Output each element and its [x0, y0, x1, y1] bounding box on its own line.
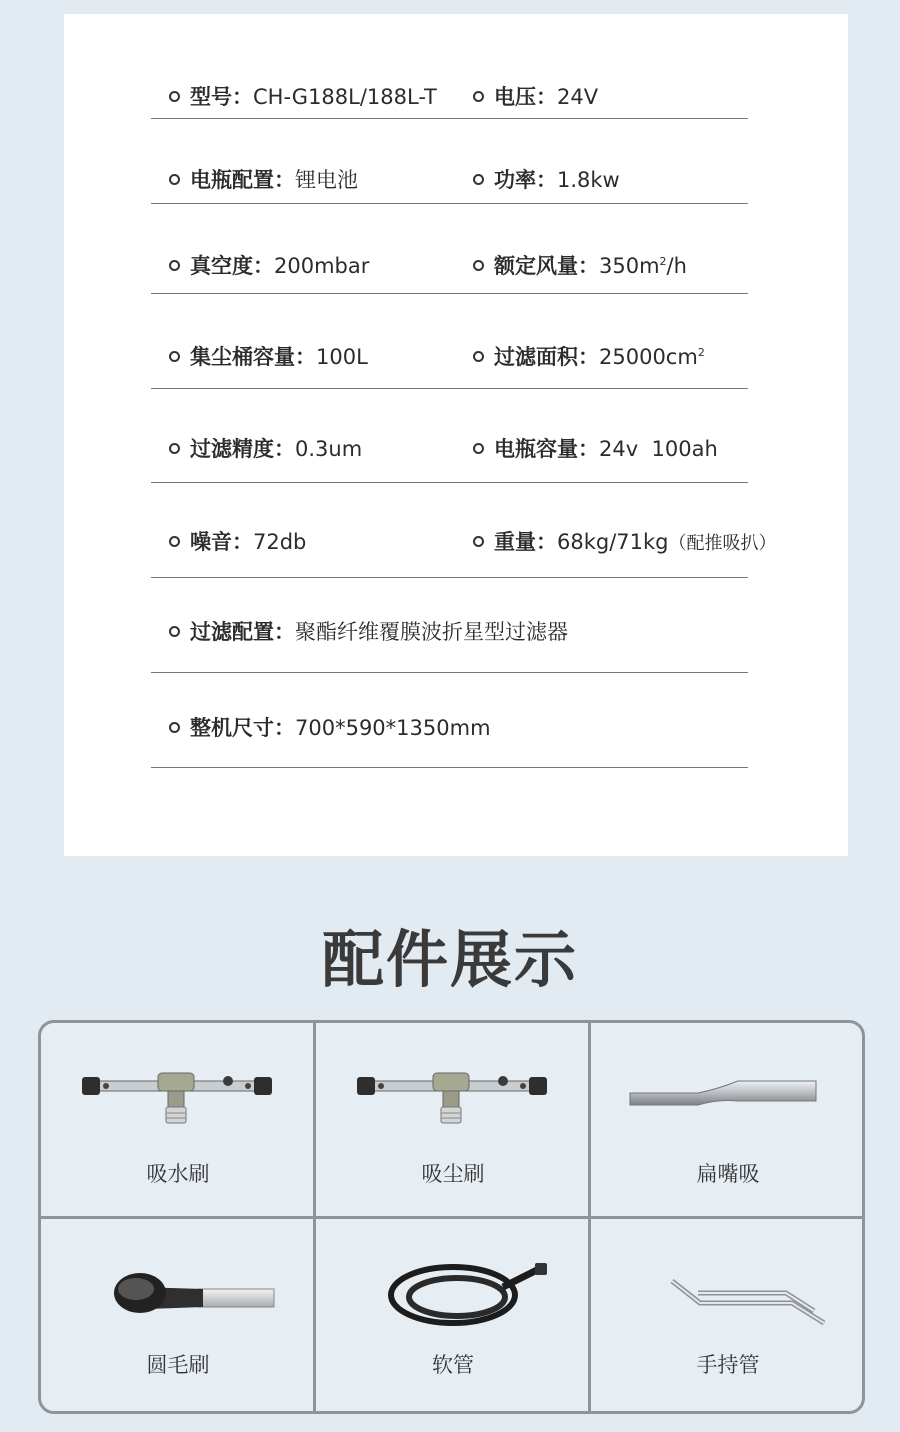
- spec-battery: 电瓶配置：锂电池: [169, 167, 358, 193]
- bullet-icon: [169, 174, 180, 185]
- accessory-label: 扁嘴吸: [696, 1162, 760, 1186]
- spec-filter-config: 过滤配置：聚酯纤维覆膜波折星型过滤器: [169, 619, 568, 645]
- spec-row: [151, 253, 748, 294]
- hose-icon: [353, 1257, 553, 1337]
- bullet-icon: [169, 626, 180, 637]
- bullet-icon: [169, 91, 180, 102]
- accessories-title: 配件展示: [321, 923, 578, 996]
- spec-row: [151, 529, 777, 578]
- bullet-icon: [473, 536, 484, 547]
- squeegee-brush-icon: [78, 1063, 278, 1133]
- bullet-icon: [473, 174, 484, 185]
- spec-airflow: 额定风量：$350m^2/h$: [473, 253, 687, 279]
- accessory-item: [41, 1219, 315, 1412]
- accessory-item: [591, 1023, 865, 1216]
- spec-row: [151, 344, 748, 389]
- accessory-grid: [38, 1020, 865, 1414]
- accessory-item: [316, 1219, 590, 1412]
- spec-weight: 重量：68kg/71kg（配推吸扒）: [473, 529, 777, 557]
- accessory-label: 吸尘刷: [421, 1162, 485, 1186]
- bullet-icon: [473, 351, 484, 362]
- bullet-icon: [169, 443, 180, 454]
- crevice-nozzle-icon: [628, 1063, 828, 1133]
- spec-dimensions: 整机尺寸：700*590*1350mm: [169, 715, 491, 741]
- spec-filter-area: 过滤面积：$25000cm^2$: [473, 344, 705, 370]
- spec-noise: 噪音：72db: [169, 529, 306, 555]
- accessory-item: [41, 1023, 315, 1216]
- bullet-icon: [473, 443, 484, 454]
- spec-precision: 过滤精度：0.3um: [169, 436, 362, 462]
- accessory-item: [591, 1219, 865, 1412]
- bullet-icon: [473, 260, 484, 271]
- bullet-icon: [169, 260, 180, 271]
- wand-tube-icon: [628, 1259, 828, 1329]
- spec-row: [151, 167, 748, 204]
- spec-vacuum: 真空度：200mbar: [169, 253, 369, 279]
- spec-battery-capacity: 电瓶容量：24v 100ah: [473, 436, 718, 462]
- accessory-item: [316, 1023, 590, 1216]
- dust-brush-icon: [353, 1063, 553, 1133]
- spec-row: [151, 436, 748, 483]
- spec-dust-bin: 集尘桶容量：100L: [169, 344, 368, 370]
- accessory-label: 圆毛刷: [146, 1353, 210, 1377]
- bullet-icon: [169, 536, 180, 547]
- accessory-label: 软管: [432, 1353, 474, 1377]
- spec-power: 功率：1.8kw: [473, 167, 620, 193]
- spec-card: [64, 14, 848, 856]
- bullet-icon: [169, 722, 180, 733]
- accessory-label: 手持管: [696, 1353, 760, 1377]
- bullet-icon: [473, 91, 484, 102]
- bullet-icon: [169, 351, 180, 362]
- spec-row: [151, 619, 748, 673]
- round-brush-icon: [78, 1259, 278, 1329]
- accessory-label: 吸水刷: [146, 1162, 210, 1186]
- spec-model: 型号：CH-G188L/188L-T: [169, 84, 437, 110]
- spec-row: [151, 715, 748, 768]
- spec-voltage: 电压：24V: [473, 84, 598, 110]
- spec-row: [151, 84, 748, 119]
